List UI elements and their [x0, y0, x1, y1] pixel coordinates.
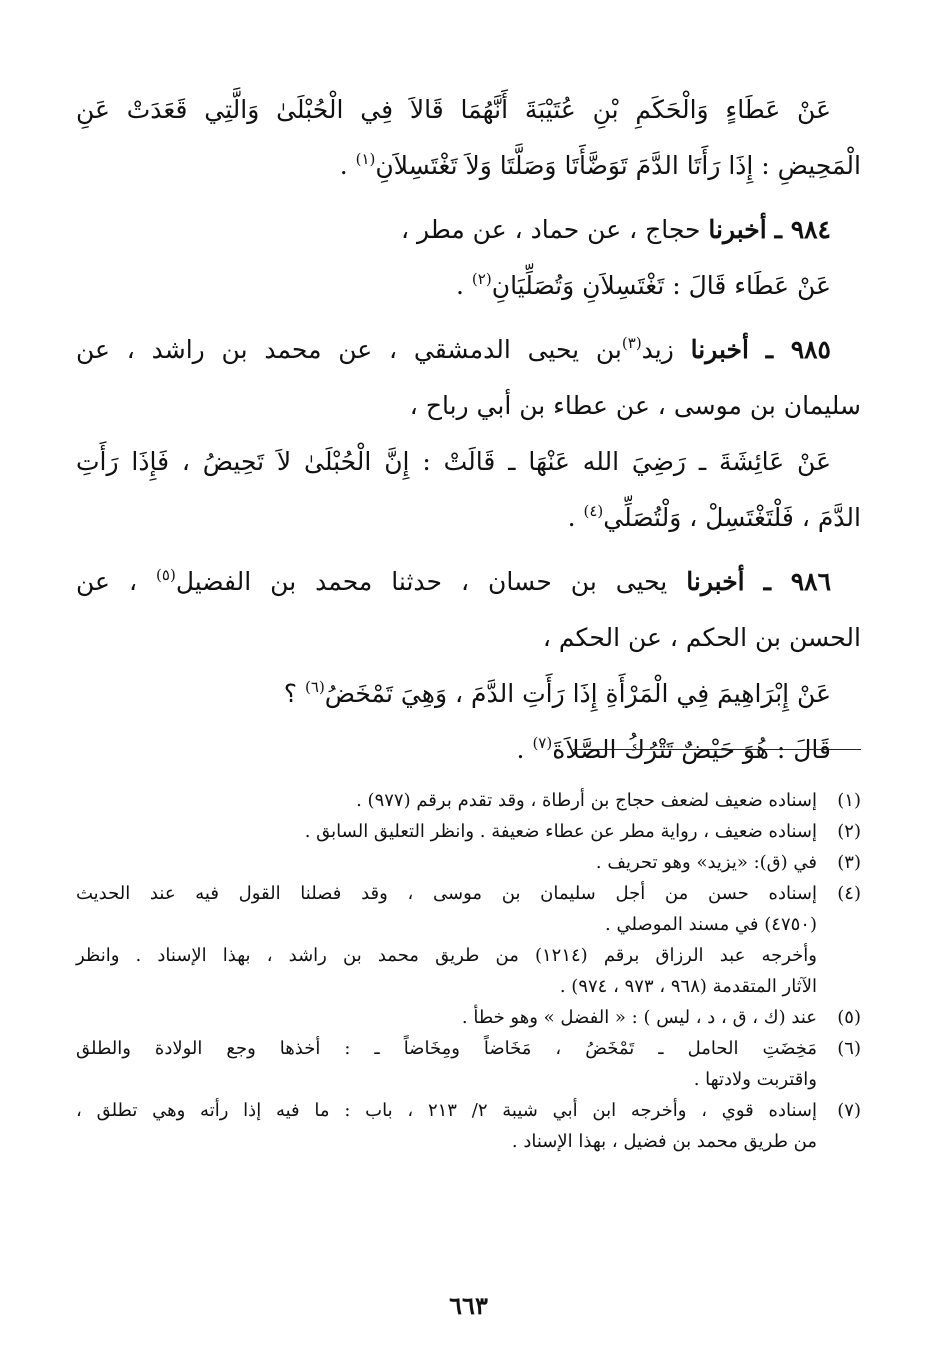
footnote-marker: (١) — [355, 150, 376, 168]
isnad-text: ، عن — [76, 567, 157, 596]
hadith-lead: أخبرنا — [690, 335, 749, 364]
footnote-4 — [76, 878, 861, 1002]
footnote-6 — [76, 1033, 861, 1095]
footnote-2 — [76, 816, 861, 847]
footnote-marker: (٦) — [305, 678, 325, 696]
matn-text: عَنْ إِبْرَاهِيمَ فِي الْمَرْأَةِ إِذَا رَأَتِ الدَّمَ ، وَهِيَ تَمْخَضُ — [324, 679, 831, 708]
text-line — [76, 258, 861, 314]
footnote-marker: (٤) — [583, 502, 604, 520]
text-span: عَنْ عَطَاءٍ وَالْحَكَمِ بْنِ عُتَيْبَةَ أَنَّهُمَا قَالاَ فِي الْحُبْلَىٰ وَالَّتِي قَعَدَتْ عَنِ — [76, 95, 831, 124]
footnote-3 — [76, 847, 861, 878]
text-span: الْمَحِيضِ : إِذَا رَأَتَا الدَّمَ تَوَضَّأَتَا وَصَلَّتَا وَلاَ تَغْتَسِلاَنِ — [375, 151, 861, 180]
footnote-line: في (ق): «يزيد» وهو تحريف . — [595, 852, 817, 873]
hadith-986 — [76, 554, 861, 610]
text-span: . — [339, 151, 356, 180]
footnote-marker: (٥) — [156, 566, 176, 584]
footnote-7 — [76, 1095, 861, 1157]
footnote-1 — [76, 785, 861, 816]
footnote-line: إسناده حسن من أجل سليمان بن موسى ، وقد فصلنا القول فيه عند الحديث — [76, 883, 817, 904]
isnad-text: بن يحيى الدمشقي ، عن محمد بن راشد ، عن — [76, 335, 622, 364]
isnad-text: الحسن بن الحكم ، عن الحكم ، — [542, 623, 861, 652]
footnote-line: الآثار المتقدمة (٩٦٨ ، ٩٧٣ ، ٩٧٤) . — [559, 976, 817, 997]
footnote-number: (٦) — [837, 1038, 861, 1059]
text-span: . — [516, 735, 533, 764]
text-span: . — [456, 271, 472, 300]
footnote-line: مَخِضَتِ الحامل ـ تَمْخَضُ ، مَخَاضاً ومِخَاضاً ـ : أخذها وجع الولادة والطلق — [76, 1038, 817, 1059]
footnote-marker: (٢) — [471, 270, 492, 288]
isnad-text: حجاج ، عن حماد ، عن مطر ، — [401, 215, 709, 244]
hadith-lead: أخبرنا — [686, 567, 745, 596]
main-text — [76, 82, 861, 778]
isnad-text: يحيى بن حسان ، حدثنا محمد بن الفضيل — [175, 567, 687, 596]
footnote-line: واقتربت ولادتها . — [693, 1069, 817, 1090]
footnote-number: (٣) — [837, 852, 861, 873]
footnote-number: (٤) — [837, 883, 861, 904]
footnote-number: (٢) — [837, 821, 861, 842]
isnad-text: زيد — [641, 335, 691, 364]
footnote-marker: (٣) — [621, 334, 642, 352]
text-line — [76, 434, 861, 490]
hadith-985 — [76, 322, 861, 378]
text-line — [76, 378, 861, 434]
footnote-separator — [573, 749, 861, 750]
footnote-marker: (٧) — [532, 734, 553, 752]
footnote-line: إسناده ضعيف ، رواية مطر عن عطاء ضعيفة . وانظر التعليق السابق . — [304, 821, 817, 842]
footnote-line: عند (ك ، ق ، د ، ليس ) : « الفضل » وهو خطأ . — [461, 1007, 817, 1028]
hadith-number: ٩٨٦ ـ — [763, 567, 832, 596]
text-line — [76, 82, 861, 138]
isnad-text: سليمان بن موسى ، عن عطاء بن أبي رباح ، — [409, 391, 861, 420]
text-line — [76, 610, 861, 666]
footnote-number: (٥) — [837, 1007, 861, 1028]
hadith-number: ٩٨٤ ـ — [774, 215, 831, 244]
footnote-number: (١) — [837, 790, 861, 811]
footnote-line: إسناده ضعيف لضعف حجاج بن أرطاة ، وقد تقدم برقم (٩٧٧) . — [356, 790, 817, 811]
text-span: ؟ — [283, 679, 306, 708]
footnotes — [76, 785, 861, 1157]
footnote-5 — [76, 1002, 861, 1033]
footnote-line: إسناده قوي ، وأخرجه ابن أبي شيبة ٢/ ٢١٣ ، باب : ما فيه إذا رأته وهي تطلق ، — [76, 1100, 817, 1121]
text-line — [76, 490, 861, 546]
page-number: ٦٦٣ — [449, 1291, 488, 1320]
hadith-984 — [76, 202, 861, 258]
text-line — [76, 722, 861, 778]
footnote-number: (٧) — [837, 1100, 861, 1121]
text-line — [76, 666, 861, 722]
text-line — [76, 138, 861, 194]
hadith-number: ٩٨٥ ـ — [765, 335, 831, 364]
text-span: . — [567, 503, 584, 532]
footnote-line: من طريق محمد بن فضيل ، بهذا الإسناد . — [511, 1131, 817, 1152]
footnote-line: وأخرجه عبد الرزاق برقم (١٢١٤) من طريق محمد بن راشد ، بهذا الإسناد . وانظر — [76, 945, 817, 966]
footnote-line: (٤٧٥٠) في مسند الموصلي . — [605, 914, 817, 935]
matn-text: الدَّمَ ، فَلْتَغْتَسِلْ ، وَلْتُصَلِّي — [603, 503, 861, 532]
matn-text: عَنْ عَائِشَةَ ـ رَضِيَ الله عَنْهَا ـ قَالَتْ : إِنَّ الْحُبْلَىٰ لاَ تَحِيضُ ، فَإِذَا رَأَتِ — [76, 447, 831, 476]
hadith-lead: أخبرنا — [708, 215, 767, 244]
matn-text: عَنْ عَطَاء قَالَ : تَغْتَسِلاَنِ وَتُصَلِّيَانِ — [491, 271, 831, 300]
matn-text: قَالَ : هُوَ حَيْضٌ تَتْرُكُ الصَّلاَةَ — [552, 735, 831, 764]
